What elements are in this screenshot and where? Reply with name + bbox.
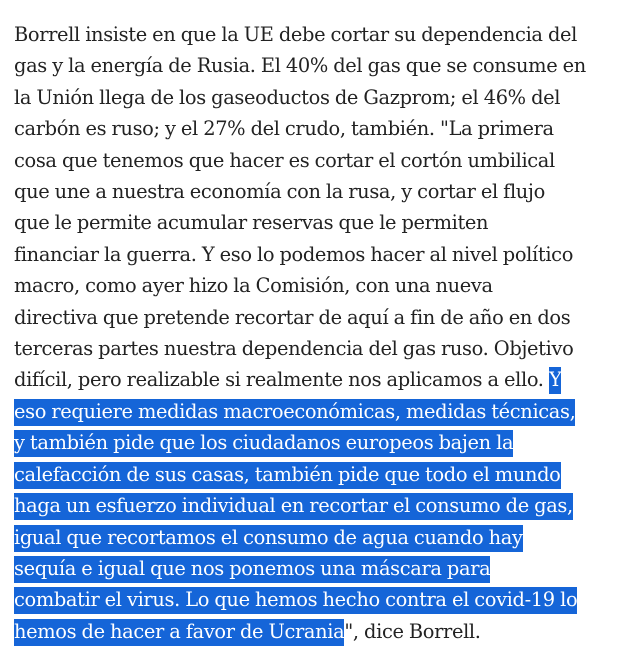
selected-text[interactable]: igual que recortamos el consumo de agua cuando hay — [14, 525, 523, 552]
line-text: la Unión llega de los gaseoductos de Gazprom; el 46% del — [14, 85, 561, 109]
line-text: financiar la guerra. Y eso lo podemos hacer al nivel político — [14, 242, 574, 266]
line-text: macro, como ayer hizo la Comisión, con una nueva — [14, 274, 493, 298]
text-line — [14, 616, 626, 647]
text-line — [14, 427, 626, 458]
selected-text[interactable]: haga un esfuerzo individual en recortar el consumo de gas, — [14, 493, 573, 520]
line-text: cosa que tenemos que hacer es cortar el cortón umbilical — [14, 148, 555, 172]
line-text: carbón es ruso; y el 27% del crudo, también. "La primera — [14, 117, 554, 141]
selected-text[interactable]: Y — [549, 367, 561, 394]
line-text: gas y la energía de Rusia. El 40% del gas que se consume en — [14, 54, 586, 78]
text-line — [14, 270, 626, 301]
selected-text[interactable]: calefacción de sus casas, también pide que todo el mundo — [14, 462, 561, 489]
text-line — [14, 145, 626, 176]
text-line — [14, 553, 626, 584]
line-text: difícil, pero realizable si realmente nos aplicamos a ello. — [14, 368, 549, 392]
text-line — [14, 113, 626, 144]
text-line — [14, 333, 626, 364]
text-line — [14, 239, 626, 270]
line-text: que le permite acumular reservas que le permiten — [14, 211, 489, 235]
text-line — [14, 19, 626, 50]
line-text: Borrell insiste en que la UE debe cortar su dependencia del — [14, 23, 577, 46]
text-line — [14, 522, 626, 553]
text-line — [14, 364, 626, 395]
text-line — [14, 50, 626, 81]
text-line — [14, 459, 626, 490]
text-line — [14, 302, 626, 333]
selected-text[interactable]: eso requiere medidas macroeconómicas, medidas técnicas, — [14, 399, 575, 426]
text-line — [14, 490, 626, 521]
article-paragraph — [14, 19, 626, 647]
selected-text[interactable]: sequía e igual que nos ponemos una máscara para — [14, 556, 490, 583]
text-line — [14, 207, 626, 238]
selected-text[interactable]: y también pide que los ciudadanos europeos bajen la — [14, 430, 513, 457]
line-text: directiva que pretende recortar de aquí a fin de año en dos — [14, 305, 571, 329]
line-text: terceras partes nuestra dependencia del gas ruso. Objetivo — [14, 337, 574, 361]
text-line — [14, 584, 626, 615]
text-line — [14, 396, 626, 427]
line-text: ", dice Borrell. — [344, 619, 481, 643]
line-text: que une a nuestra economía con la rusa, y cortar el flujo — [14, 180, 545, 204]
selected-text[interactable]: combatir el virus. Lo que hemos hecho contra el covid-19 lo — [14, 587, 577, 614]
text-line — [14, 176, 626, 207]
text-line — [14, 82, 626, 113]
selected-text[interactable]: hemos de hacer a favor de Ucrania — [14, 619, 344, 646]
